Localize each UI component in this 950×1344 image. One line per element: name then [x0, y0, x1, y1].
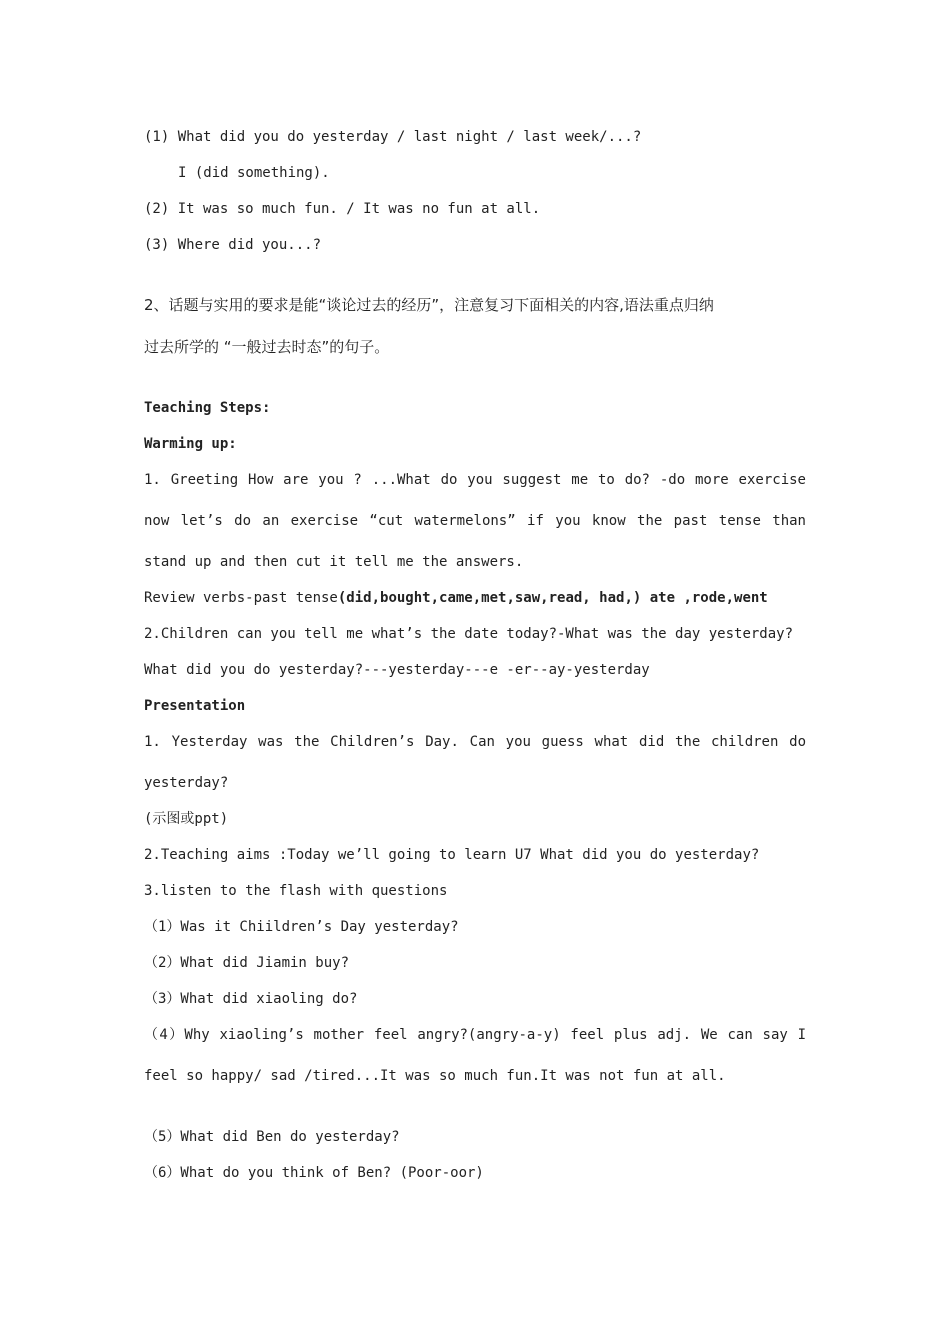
objective-2: (2) It was so much fun. / It was no fun at all.	[144, 201, 541, 217]
question-4-line-2: feel so happy/ sad /tired...It was so much fun.It was not fun at all.	[144, 1068, 726, 1084]
question-2: （2）What did Jiamin buy?	[144, 955, 350, 971]
objective-1-answer: I (did something).	[178, 165, 330, 181]
warming-1-line-3: stand up and then cut it tell me the answers.	[144, 554, 524, 570]
review-prefix: Review verbs-past tense	[144, 590, 338, 606]
objective-3: (3) Where did you...?	[144, 237, 322, 253]
question-1: （1）Was it Chiildren’s Day yesterday?	[144, 919, 459, 935]
presentation-3: 3.listen to the flash with questions	[144, 883, 448, 899]
review-verbs-line	[144, 588, 768, 608]
topic-note-line-2: 过去所学的 “一般过去时态”的句子。	[144, 338, 390, 356]
presentation-1-note: (示图或ppt)	[144, 811, 229, 827]
presentation-2: 2.Teaching aims :Today we’ll going to learn U7 What did you do yesterday?	[144, 847, 760, 863]
question-6: （6）What do you think of Ben? (Poor-oor)	[144, 1165, 484, 1181]
question-3: （3）What did xiaoling do?	[144, 991, 358, 1007]
review-verbs-list: (did,bought,came,met,saw,read, had,) ate ,rode,went	[337, 590, 768, 606]
objective-1: (1) What did you do yesterday / last night / last week/...?	[144, 129, 642, 145]
question-5: （5）What did Ben do yesterday?	[144, 1129, 400, 1145]
warming-2-line-2: What did you do yesterday?---yesterday---e -er--ay-yesterday	[144, 662, 650, 678]
question-4-line-1: （4）Why xiaoling’s mother feel angry?(angry-a-y) feel plus adj. We can say I	[144, 1027, 806, 1043]
presentation-heading: Presentation	[144, 698, 246, 714]
warming-2-line-1: 2.Children can you tell me what’s the date today?-What was the day yesterday?	[144, 626, 794, 642]
presentation-1-line-1: 1. Yesterday was the Children’s Day. Can you guess what did the children do	[144, 734, 806, 750]
presentation-1-line-2: yesterday?	[144, 775, 229, 791]
warming-1-line-2: now let’s do an exercise “cut watermelons” if you know the past tense than	[144, 513, 806, 529]
warming-up-heading: Warming up:	[144, 436, 237, 452]
warming-1-line-1: 1. Greeting How are you ? ...What do you suggest me to do? -do more exercise	[144, 472, 806, 488]
topic-note-line-1: 2、话题与实用的要求是能“谈论过去的经历”，注意复习下面相关的内容,语法重点归纳	[144, 296, 714, 314]
teaching-steps-heading: Teaching Steps:	[144, 400, 271, 416]
